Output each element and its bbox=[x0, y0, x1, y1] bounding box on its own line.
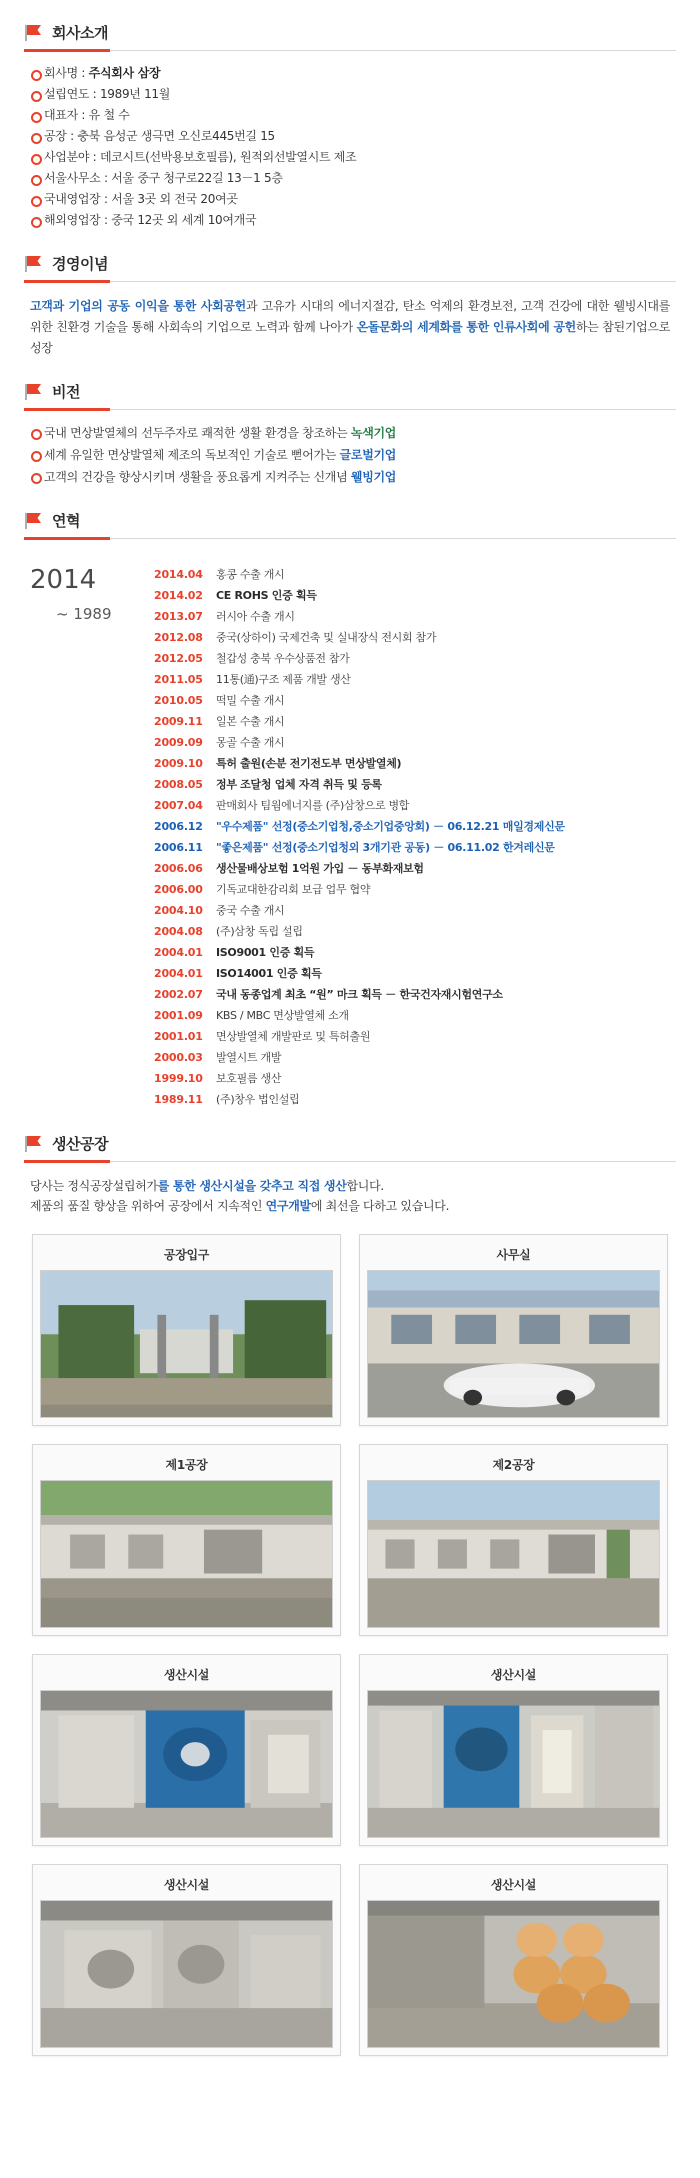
factory-description-line-2 bbox=[30, 1196, 670, 1216]
company-info-item bbox=[44, 63, 676, 84]
history-date: 2011.05 bbox=[154, 673, 203, 686]
company-info-item bbox=[44, 168, 676, 189]
company-info-label: 서울사무소 : 서울 중구 청구로22길 13－1 5층 bbox=[44, 171, 283, 185]
factory-photo-image bbox=[367, 1900, 660, 2048]
history-event: "우수제품" 선정(중소기업청,중소기업중앙회) － 06.12.21 매일경제신문 bbox=[216, 820, 565, 833]
history-event: 생산물배상보험 1억원 가입 － 동부화재보험 bbox=[216, 862, 424, 875]
factory-line-2-highlight: 연구개발 bbox=[265, 1199, 311, 1213]
company-info-item bbox=[44, 189, 676, 210]
history-event: KBS / MBC 면상발열체 소개 bbox=[216, 1009, 349, 1022]
section-divider-factory bbox=[24, 1161, 676, 1162]
factory-photo-caption: 제2공장 bbox=[492, 1458, 535, 1472]
history-year-latest: 2014 bbox=[30, 565, 97, 595]
philosophy-highlight: 온돌문화의 세계화를 통한 인류사회에 공헌 bbox=[356, 320, 576, 334]
history-event: 판매회사 팀웜에너지를 (주)삼창으로 병합 bbox=[216, 799, 410, 812]
flag-icon bbox=[24, 23, 44, 43]
vision-text: 국내 면상발열체의 선두주자로 쾌적한 생활 환경을 창조하는 bbox=[44, 426, 351, 440]
history-row bbox=[154, 712, 676, 732]
company-info-item bbox=[44, 84, 676, 105]
factory-photo-image bbox=[40, 1690, 333, 1838]
history-block bbox=[0, 539, 700, 1111]
history-date: 2002.07 bbox=[154, 988, 203, 1001]
history-event: "좋은제품" 선정(중소기업청외 3개기관 공동) － 06.11.02 한겨레신문 bbox=[216, 841, 555, 854]
history-row bbox=[154, 733, 676, 753]
factory-photo-image bbox=[40, 1480, 333, 1628]
history-year-earliest: ~ 1989 bbox=[56, 605, 112, 623]
factory-photo-caption: 공장입구 bbox=[163, 1248, 210, 1262]
factory-photo-card bbox=[32, 1864, 341, 2056]
philosophy-highlight: 고객과 기업의 공동 이익을 통한 사회공헌 bbox=[30, 299, 246, 313]
history-date: 2006.00 bbox=[154, 883, 203, 896]
company-info-item bbox=[44, 147, 676, 168]
company-info-label: 사업분야 : 데코시트(선박용보호필름), 원적외선발열시트 제조 bbox=[44, 150, 357, 164]
history-row bbox=[154, 649, 676, 669]
factory-photo-caption: 생산시설 bbox=[163, 1878, 210, 1892]
history-row bbox=[154, 796, 676, 816]
section-divider-philosophy bbox=[24, 281, 676, 282]
factory-line-2-text: 제품의 품질 향상을 위하여 공장에서 지속적인 bbox=[30, 1199, 266, 1213]
history-date: 2013.07 bbox=[154, 610, 203, 623]
factory-photo-caption: 사무실 bbox=[496, 1248, 531, 1262]
company-info-label: 대표자 : 유 철 수 bbox=[44, 108, 130, 122]
company-info-label: 공장 : 충북 음성군 생극면 오신로445번길 15 bbox=[44, 129, 275, 143]
history-event: (주)창우 법인설립 bbox=[216, 1093, 300, 1106]
factory-photo-card bbox=[32, 1654, 341, 1846]
vision-item bbox=[44, 466, 676, 488]
vision-item bbox=[44, 422, 676, 444]
history-date: 2006.06 bbox=[154, 862, 203, 875]
history-row bbox=[154, 964, 676, 984]
history-event: 몽골 수출 개시 bbox=[216, 736, 285, 749]
factory-photo-caption: 제1공장 bbox=[165, 1458, 208, 1472]
factory-line-1-highlight: 를 통한 생산시설을 갖추고 직접 생산 bbox=[157, 1179, 347, 1193]
vision-item bbox=[44, 444, 676, 466]
section-header-philosophy bbox=[0, 253, 700, 276]
factory-description bbox=[0, 1162, 700, 1216]
history-row bbox=[154, 985, 676, 1005]
history-date: 2010.05 bbox=[154, 694, 203, 707]
page-root bbox=[0, 22, 700, 2076]
history-date: 2009.10 bbox=[154, 757, 203, 770]
factory-photo-card bbox=[359, 1234, 668, 1426]
history-event: 발열시트 개발 bbox=[216, 1051, 282, 1064]
history-row bbox=[154, 1090, 676, 1110]
section-title-philosophy: 경영이념 bbox=[52, 255, 108, 273]
vision-keyword: 글로벌기업 bbox=[339, 448, 397, 462]
history-row bbox=[154, 586, 676, 606]
history-date: 2008.05 bbox=[154, 778, 203, 791]
flag-icon bbox=[24, 1134, 44, 1154]
history-date: 1999.10 bbox=[154, 1072, 203, 1085]
company-info-label: 회사명 : bbox=[44, 66, 89, 80]
history-event: 보호필름 생산 bbox=[216, 1072, 282, 1085]
history-row bbox=[154, 607, 676, 627]
history-event: 국내 동종업계 최초 “원” 마크 획득 － 한국건자재시험연구소 bbox=[216, 988, 503, 1001]
section-header-company bbox=[0, 22, 700, 45]
section-header-factory bbox=[0, 1133, 700, 1156]
history-date: 2004.01 bbox=[154, 946, 203, 959]
history-date: 2014.04 bbox=[154, 568, 203, 581]
history-event: ISO14001 인증 획득 bbox=[216, 967, 322, 980]
section-title-factory: 생산공장 bbox=[52, 1135, 108, 1153]
philosophy-text: 과 고유가 시대의 에너지절감, 탄소 억제의 환경보전, 고객 건강에 대한 웰빙시대를 위한 친환경 기술을 통해 사회속의 기업으로 노력과 함께 나아가 bbox=[30, 299, 670, 334]
section-header-vision bbox=[0, 381, 700, 404]
company-info-item bbox=[44, 210, 676, 231]
factory-photo-caption: 생산시설 bbox=[490, 1668, 537, 1682]
section-divider-company bbox=[24, 50, 676, 51]
history-row bbox=[154, 1006, 676, 1026]
flag-icon bbox=[24, 511, 44, 531]
factory-photo-card bbox=[32, 1444, 341, 1636]
history-row bbox=[154, 838, 676, 858]
history-date: 1989.11 bbox=[154, 1093, 203, 1106]
history-year-range bbox=[24, 561, 154, 1111]
vision-text: 세계 유일한 면상발열체 제조의 독보적인 기술로 뻗어가는 bbox=[44, 448, 340, 462]
section-divider-history bbox=[24, 538, 676, 539]
history-date: 2012.08 bbox=[154, 631, 203, 644]
page-title: 회사소개 bbox=[52, 24, 108, 42]
company-info-list bbox=[0, 63, 700, 231]
factory-photo-image bbox=[367, 1270, 660, 1418]
company-info-value: 주식회사 삼장 bbox=[88, 66, 161, 80]
history-date: 2000.03 bbox=[154, 1051, 203, 1064]
philosophy-text: 하는 참된기업으로 성장 bbox=[30, 320, 670, 355]
history-event: ISO9001 인증 획득 bbox=[216, 946, 315, 959]
history-event: 면상발열체 개발판로 및 특허출원 bbox=[216, 1030, 371, 1043]
history-date: 2006.12 bbox=[154, 820, 203, 833]
company-info-item bbox=[44, 126, 676, 147]
factory-photo-caption: 생산시설 bbox=[490, 1878, 537, 1892]
history-row bbox=[154, 628, 676, 648]
history-event: 홍콩 수출 개시 bbox=[216, 568, 285, 581]
vision-keyword: 녹색기업 bbox=[350, 426, 397, 440]
history-event: 중국 수출 개시 bbox=[216, 904, 285, 917]
factory-description-line-1 bbox=[30, 1176, 670, 1196]
history-event: 일본 수출 개시 bbox=[216, 715, 285, 728]
factory-photo-card bbox=[32, 1234, 341, 1426]
history-row bbox=[154, 1027, 676, 1047]
history-date: 2004.01 bbox=[154, 967, 203, 980]
history-date: 2004.10 bbox=[154, 904, 203, 917]
factory-photo-card bbox=[359, 1864, 668, 2056]
factory-photo-image bbox=[367, 1690, 660, 1838]
philosophy-paragraph bbox=[0, 282, 700, 359]
section-header-history bbox=[0, 510, 700, 533]
history-row bbox=[154, 859, 676, 879]
section-title-vision: 비전 bbox=[52, 383, 80, 401]
company-info-label: 해외영업장 : 중국 12곳 외 세계 10여개국 bbox=[44, 213, 257, 227]
history-date: 2001.01 bbox=[154, 1030, 203, 1043]
history-date: 2009.11 bbox=[154, 715, 203, 728]
factory-photo-grid bbox=[0, 1216, 700, 2056]
history-event: (주)삼창 독립 설립 bbox=[216, 925, 303, 938]
history-date: 2004.08 bbox=[154, 925, 203, 938]
history-date: 2007.04 bbox=[154, 799, 203, 812]
history-event: 기독교대한감리회 보급 업무 협약 bbox=[216, 883, 371, 896]
factory-photo-image bbox=[40, 1270, 333, 1418]
history-event: 중국(상하이) 국제건축 및 실내장식 전시회 참가 bbox=[216, 631, 437, 644]
history-row bbox=[154, 670, 676, 690]
history-date: 2009.09 bbox=[154, 736, 203, 749]
history-date: 2012.05 bbox=[154, 652, 203, 665]
history-event: 떡밀 수출 개시 bbox=[216, 694, 285, 707]
history-event: 11통(通)구조 제품 개발 생산 bbox=[216, 673, 351, 686]
history-row bbox=[154, 817, 676, 837]
history-date: 2006.11 bbox=[154, 841, 203, 854]
vision-keyword: 웰빙기업 bbox=[350, 470, 397, 484]
history-event: 정부 조달청 업체 자격 취득 및 등록 bbox=[216, 778, 382, 791]
flag-icon bbox=[24, 254, 44, 274]
history-row bbox=[154, 922, 676, 942]
factory-photo-caption: 생산시설 bbox=[163, 1668, 210, 1682]
factory-line-1-text: 당사는 정식공장설립허가 bbox=[30, 1179, 158, 1193]
history-row bbox=[154, 901, 676, 921]
flag-icon bbox=[24, 382, 44, 402]
history-row bbox=[154, 943, 676, 963]
history-row bbox=[154, 1048, 676, 1068]
company-info-item bbox=[44, 105, 676, 126]
section-divider-vision bbox=[24, 409, 676, 410]
factory-photo-image bbox=[40, 1900, 333, 2048]
history-date: 2001.09 bbox=[154, 1009, 203, 1022]
company-info-label: 설립연도 : 1989년 11월 bbox=[44, 87, 171, 101]
history-row bbox=[154, 1069, 676, 1089]
history-rows bbox=[154, 561, 676, 1111]
history-event: 특허 출원(손분 전기전도부 면상발열체) bbox=[216, 757, 402, 770]
factory-line-2-text: 에 최선을 다하고 있습니다. bbox=[310, 1199, 450, 1213]
factory-photo-card bbox=[359, 1444, 668, 1636]
section-title-history: 연혁 bbox=[52, 512, 80, 530]
vision-text: 고객의 건강을 향상시키며 생활을 풍요롭게 지켜주는 신개념 bbox=[44, 470, 351, 484]
history-row bbox=[154, 880, 676, 900]
factory-photo-card bbox=[359, 1654, 668, 1846]
factory-photo-image bbox=[367, 1480, 660, 1628]
history-row bbox=[154, 775, 676, 795]
history-event: 러시아 수출 개시 bbox=[216, 610, 295, 623]
factory-line-1-text: 합니다. bbox=[346, 1179, 384, 1193]
history-row bbox=[154, 754, 676, 774]
vision-list bbox=[0, 422, 700, 488]
history-event: 철갑성 충북 우수상품전 참가 bbox=[216, 652, 350, 665]
history-event: CE ROHS 인증 획득 bbox=[216, 589, 317, 602]
history-date: 2014.02 bbox=[154, 589, 203, 602]
history-row bbox=[154, 565, 676, 585]
company-info-label: 국내영업장 : 서울 3곳 외 전국 20여곳 bbox=[44, 192, 238, 206]
history-row bbox=[154, 691, 676, 711]
